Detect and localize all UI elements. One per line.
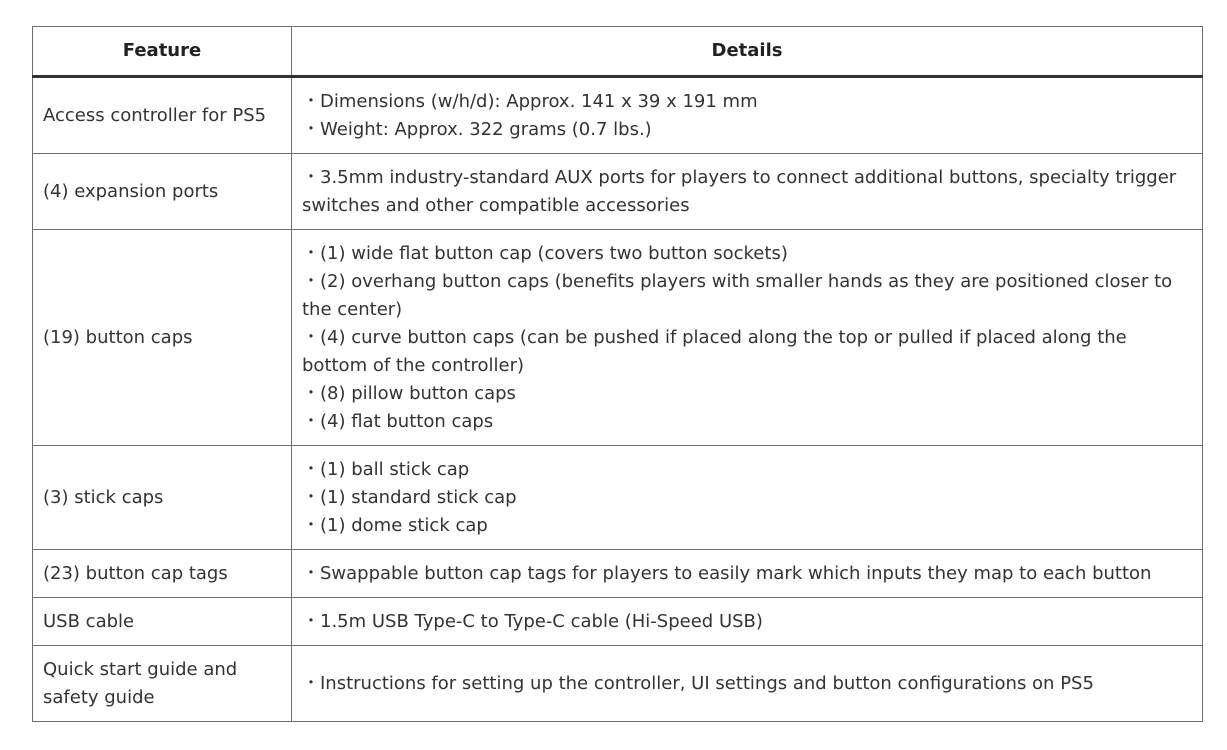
feature-cell: USB cable bbox=[33, 598, 292, 646]
table-row bbox=[33, 230, 1203, 446]
detail-line: ・(1) wide flat button cap (covers two button sockets) bbox=[302, 242, 788, 264]
header-details: Details bbox=[292, 27, 1203, 77]
table-row bbox=[33, 550, 1203, 598]
feature-cell: (3) stick caps bbox=[33, 446, 292, 550]
details-cell bbox=[292, 550, 1203, 598]
details-cell bbox=[292, 154, 1203, 230]
details-cell bbox=[292, 598, 1203, 646]
table-header-row bbox=[33, 27, 1203, 77]
feature-cell: (4) expansion ports bbox=[33, 154, 292, 230]
table-row bbox=[33, 598, 1203, 646]
detail-line: ・Instructions for setting up the controller, UI settings and button configurations on PS5 bbox=[302, 672, 1094, 694]
detail-line: ・(4) flat button caps bbox=[302, 410, 494, 432]
feature-cell: (23) button cap tags bbox=[33, 550, 292, 598]
detail-line: ・3.5mm industry-standard AUX ports for players to connect additional buttons, specialty trigger switches and other compatible accessories bbox=[302, 166, 1177, 216]
table-row bbox=[33, 154, 1203, 230]
feature-cell: Quick start guide and safety guide bbox=[33, 646, 292, 722]
detail-line: ・1.5m USB Type-C to Type-C cable (Hi-Speed USB) bbox=[302, 610, 763, 632]
detail-line: ・Swappable button cap tags for players to easily mark which inputs they map to each button bbox=[302, 562, 1152, 584]
spec-table bbox=[32, 26, 1203, 722]
detail-line: ・(8) pillow button caps bbox=[302, 382, 516, 404]
details-cell bbox=[292, 77, 1203, 154]
feature-cell: (19) button caps bbox=[33, 230, 292, 446]
details-cell bbox=[292, 446, 1203, 550]
header-feature: Feature bbox=[33, 27, 292, 77]
details-cell bbox=[292, 646, 1203, 722]
detail-line: ・(2) overhang button caps (benefits players with smaller hands as they are positioned closer to the center) bbox=[302, 270, 1173, 320]
detail-line: ・(4) curve button caps (can be pushed if placed along the top or pulled if placed along the bottom of the controller) bbox=[302, 326, 1127, 376]
table-row bbox=[33, 446, 1203, 550]
detail-line: ・(1) ball stick cap bbox=[302, 458, 470, 480]
feature-cell: Access controller for PS5 bbox=[33, 77, 292, 154]
spec-table-container bbox=[32, 26, 1202, 722]
detail-line: ・(1) dome stick cap bbox=[302, 514, 488, 536]
detail-line: ・(1) standard stick cap bbox=[302, 486, 517, 508]
table-row bbox=[33, 646, 1203, 722]
details-cell bbox=[292, 230, 1203, 446]
detail-line: ・Weight: Approx. 322 grams (0.7 lbs.) bbox=[302, 118, 652, 140]
table-row bbox=[33, 77, 1203, 154]
detail-line: ・Dimensions (w/h/d): Approx. 141 x 39 x 191 mm bbox=[302, 90, 758, 112]
